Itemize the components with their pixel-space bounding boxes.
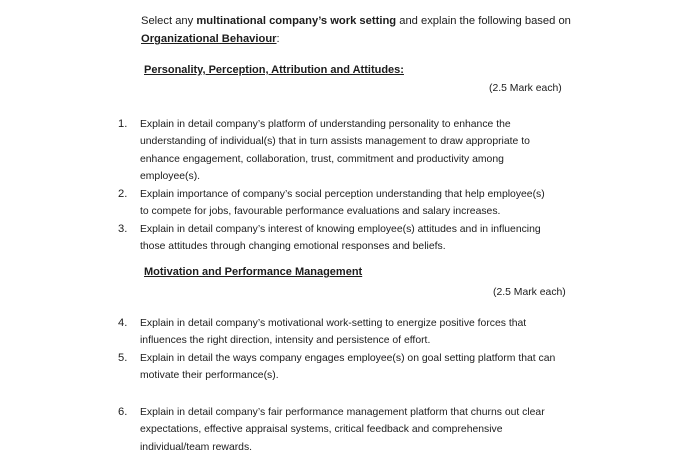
- question-line: influences the right direction, intensity and persistence of effort.: [140, 335, 431, 347]
- intro-middle: and explain the following based on: [396, 15, 571, 27]
- question-number: 3.: [118, 223, 128, 235]
- section-heading-motivation: Motivation and Performance Management: [144, 266, 363, 278]
- question-line: to compete for jobs, favourable performance evaluations and salary increases.: [140, 206, 501, 218]
- question-line: understanding of individual(s) that in turn assists management to draw appropriate to: [140, 136, 530, 148]
- intro-instructions: [141, 12, 601, 48]
- section-marks-motivation: (2.5 Mark each): [493, 287, 566, 298]
- question-number: 2.: [118, 188, 128, 200]
- question-line: individual/team rewards.: [140, 441, 253, 453]
- question-line: employee(s).: [140, 170, 201, 182]
- question-line: expectations, effective appraisal systems, critical feedback and comprehensive: [140, 424, 503, 436]
- question-number: 5.: [118, 352, 128, 364]
- question-line: Explain in detail company’s fair performance management platform that churns out clear: [140, 407, 545, 418]
- section-heading-personality: Personality, Perception, Attribution and Attitudes:: [144, 64, 404, 76]
- question-line: Explain in detail company’s interest of knowing employee(s) attitudes and in influencing: [140, 224, 541, 235]
- intro-bold-phrase: multinational company’s work setting: [196, 15, 397, 27]
- intro-subject: Organizational Behaviour: [141, 33, 277, 45]
- intro-suffix: :: [276, 33, 280, 45]
- intro-prefix: Select any: [141, 15, 197, 27]
- question-line: Explain in detail the ways company engages employee(s) on goal setting platform that can: [140, 353, 556, 364]
- question-number: 4.: [118, 317, 128, 329]
- question-number: 1.: [118, 118, 128, 130]
- section-marks-personality: (2.5 Mark each): [489, 83, 562, 94]
- question-line: enhance engagement, collaboration, trust, commitment and productivity among: [140, 153, 504, 165]
- question-line: Explain importance of company’s social perception understanding that help employee(s): [140, 189, 545, 200]
- question-number: 6.: [118, 406, 128, 418]
- question-line: those attitudes through changing emotional responses and beliefs.: [140, 241, 446, 253]
- question-line: Explain in detail company’s platform of understanding personality to enhance the: [140, 119, 511, 130]
- question-line: Explain in detail company’s motivational work-setting to energize positive forces that: [140, 318, 527, 329]
- question-line: motivate their performance(s).: [140, 370, 279, 382]
